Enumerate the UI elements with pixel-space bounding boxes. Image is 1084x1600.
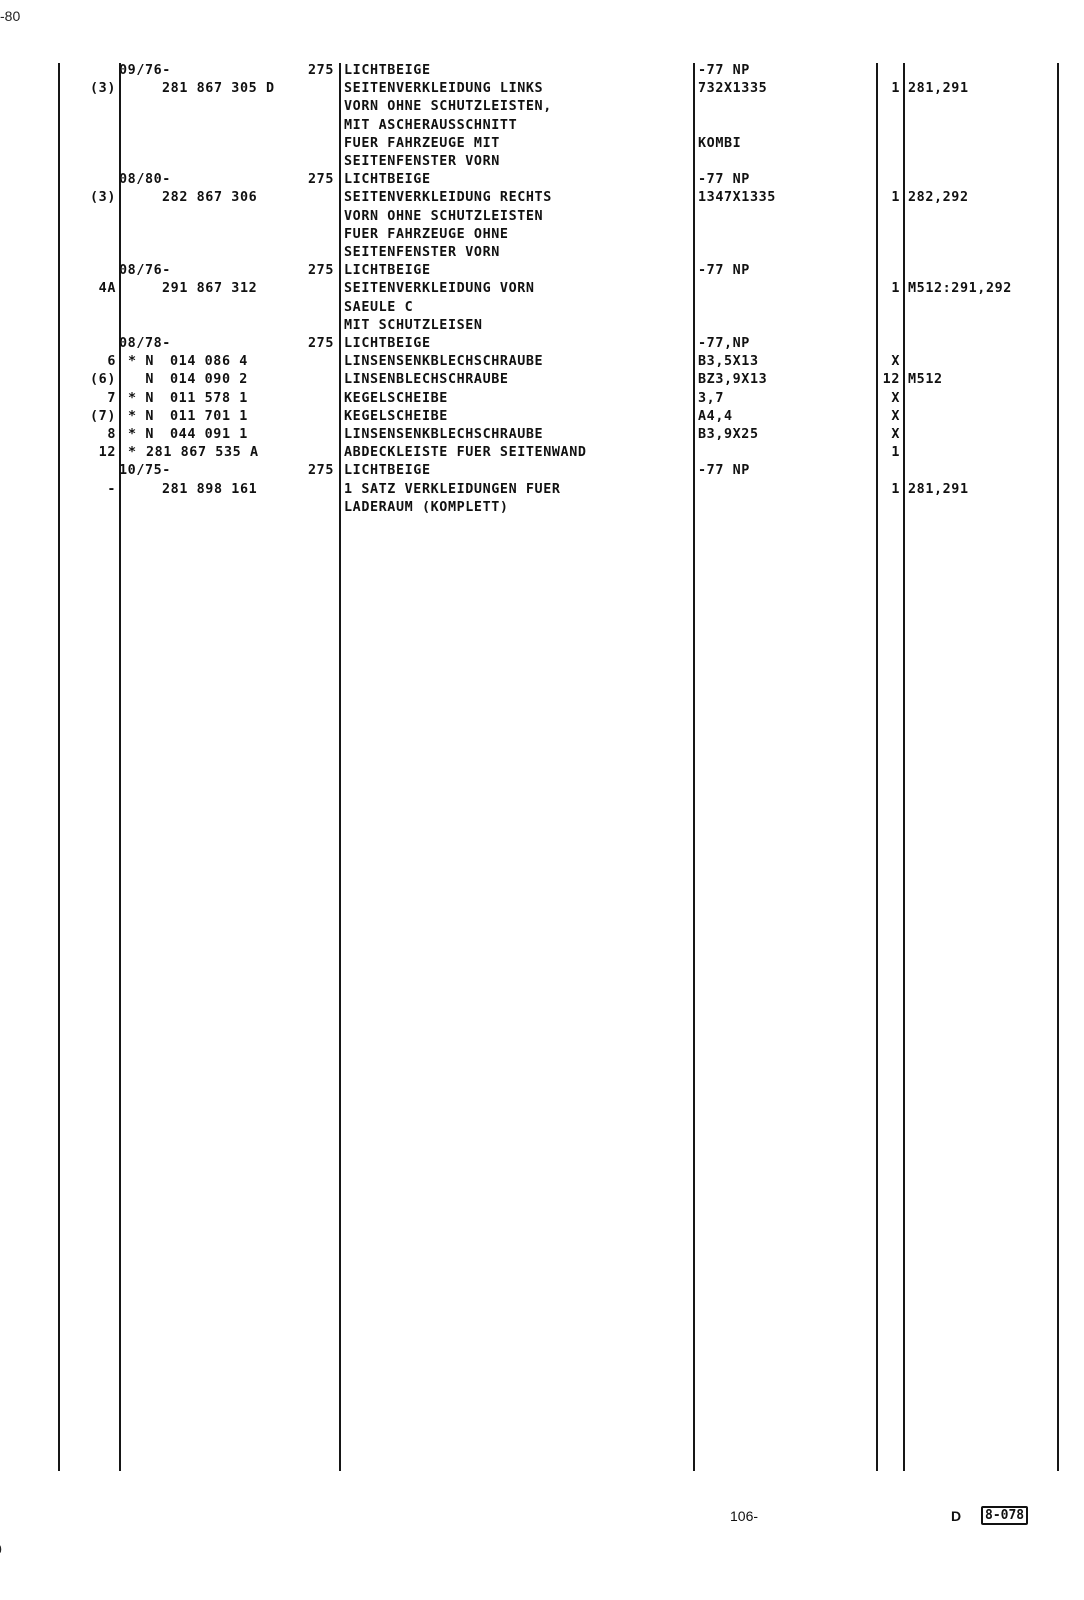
position-cell: 4A [98, 281, 116, 297]
color-code-cell: 275 [308, 263, 334, 279]
part-number-cell: 09/76- [119, 63, 171, 78]
quantity-cell: 12 [882, 372, 900, 388]
quantity-cell: X [891, 390, 900, 406]
color-code-cell: 275 [308, 63, 334, 78]
description-cell: LADERAUM (KOMPLETT) [344, 499, 509, 515]
description-cell: LICHTBEIGE [344, 463, 431, 479]
description-cell: SEITENFENSTER VORN [344, 154, 500, 169]
models-cell: 282,292 [908, 190, 969, 206]
description-cell: VORN OHNE SCHUTZLEISTEN, [344, 99, 552, 115]
spec-cell: -77 NP [698, 172, 750, 188]
spec-cell: B3,9X25 [698, 427, 759, 442]
spec-cell: KOMBI [698, 135, 742, 151]
spec-cell: -77 NP [698, 263, 750, 279]
quantity-cell: X [891, 354, 900, 370]
description-cell: FUER FAHRZEUGE MIT [344, 135, 500, 151]
position-cell: (6) [90, 372, 116, 388]
description-cell: FUER FAHRZEUGE OHNE [344, 226, 509, 242]
part-number-cell: 011 701 1 [170, 408, 248, 424]
spec-cell: A4,4 [698, 408, 733, 424]
spec-cell: -77 NP [698, 63, 750, 78]
flag-cell: * N [128, 408, 154, 424]
description-cell: 1 SATZ VERKLEIDUNGEN FUER [344, 481, 561, 497]
spec-cell: B3,5X13 [698, 354, 759, 370]
flag-cell: * N [128, 427, 154, 442]
position-cell: - [107, 481, 116, 497]
description-cell: LICHTBEIGE [344, 263, 431, 279]
description-cell: KEGELSCHEIBE [344, 390, 448, 406]
position-cell: 12 [98, 445, 116, 461]
description-cell: SEITENVERKLEIDUNG RECHTS [344, 190, 552, 206]
part-number-cell: 08/80- [119, 172, 171, 188]
position-cell: (3) [90, 81, 116, 97]
part-number-cell: 291 867 312 [162, 281, 258, 297]
part-number-cell: 282 867 306 [162, 190, 258, 206]
models-cell: M512 [908, 372, 943, 388]
quantity-cell: 1 [891, 281, 900, 297]
position-cell: 7 [107, 390, 116, 406]
quantity-cell: 1 [891, 445, 900, 461]
footer-reference [981, 1506, 1028, 1523]
description-cell: MIT ASCHERAUSSCHNITT [344, 117, 518, 133]
description-cell: SEITENVERKLEIDUNG VORN [344, 281, 535, 297]
quantity-cell: 1 [891, 81, 900, 97]
flag-cell: * N [128, 390, 154, 406]
description-cell: LICHTBEIGE [344, 336, 431, 351]
models-cell: M512:291,292 [908, 281, 1012, 297]
part-number-cell: 014 090 2 [170, 372, 248, 388]
description-cell: LINSENSENKBLECHSCHRAUBE [344, 354, 544, 370]
part-number-cell: 08/78- [119, 336, 171, 351]
color-code-cell: 275 [308, 172, 334, 188]
part-number-cell: 281 898 161 [162, 481, 258, 497]
part-number-cell: 281 867 305 D [162, 81, 275, 97]
description-cell: LICHTBEIGE [344, 63, 431, 78]
models-cell: 281,291 [908, 481, 969, 497]
footer-page-number: 106- [730, 1508, 759, 1524]
quantity-cell: 1 [891, 481, 900, 497]
description-cell: SEITENVERKLEIDUNG LINKS [344, 81, 544, 97]
flag-cell: N [128, 372, 154, 388]
description-cell: LINSENSENKBLECHSCHRAUBE [344, 427, 544, 442]
spec-cell: 732X1335 [698, 81, 768, 97]
description-cell: KEGELSCHEIBE [344, 408, 448, 424]
footer-letter: D [951, 1508, 962, 1524]
column-divider [58, 63, 60, 1471]
position-cell: (3) [90, 190, 116, 206]
page-corner-top: -80 [0, 8, 21, 24]
flag-cell: * [128, 445, 137, 461]
part-number-cell: 281 867 535 A [146, 445, 259, 461]
part-number-cell: 08/76- [119, 263, 171, 279]
column-divider [693, 63, 695, 1471]
description-cell: ABDECKLEISTE FUER SEITENWAND [344, 445, 587, 461]
description-cell: MIT SCHUTZLEISEN [344, 317, 483, 333]
models-cell: 281,291 [908, 81, 969, 97]
reference-box: 8-078 [981, 1506, 1028, 1525]
quantity-cell: X [891, 427, 900, 442]
quantity-cell: 1 [891, 190, 900, 206]
spec-cell: -77,NP [698, 336, 750, 351]
color-code-cell: 275 [308, 463, 334, 479]
spec-cell: 3,7 [698, 390, 724, 406]
part-number-cell: 014 086 4 [170, 354, 248, 370]
description-cell: SAEULE C [344, 299, 414, 315]
description-cell: LICHTBEIGE [344, 172, 431, 188]
column-divider [876, 63, 878, 1471]
position-cell: (7) [90, 408, 116, 424]
flag-cell: * N [128, 354, 154, 370]
page-corner-bottom [0, 1541, 2, 1557]
quantity-cell: X [891, 408, 900, 424]
description-cell: LINSENBLECHSCHRAUBE [344, 372, 509, 388]
color-code-cell: 275 [308, 336, 334, 351]
position-cell: 8 [107, 427, 116, 442]
column-divider [339, 63, 341, 1471]
description-cell: VORN OHNE SCHUTZLEISTEN [344, 208, 544, 224]
spec-cell: BZ3,9X13 [698, 372, 768, 388]
part-number-cell: 044 091 1 [170, 427, 248, 442]
part-number-cell: 10/75- [119, 463, 171, 479]
description-cell: SEITENFENSTER VORN [344, 245, 500, 260]
column-divider [1057, 63, 1059, 1471]
spec-cell: -77 NP [698, 463, 750, 479]
position-cell: 6 [107, 354, 116, 370]
spec-cell: 1347X1335 [698, 190, 776, 206]
column-divider [903, 63, 905, 1471]
part-number-cell: 011 578 1 [170, 390, 248, 406]
